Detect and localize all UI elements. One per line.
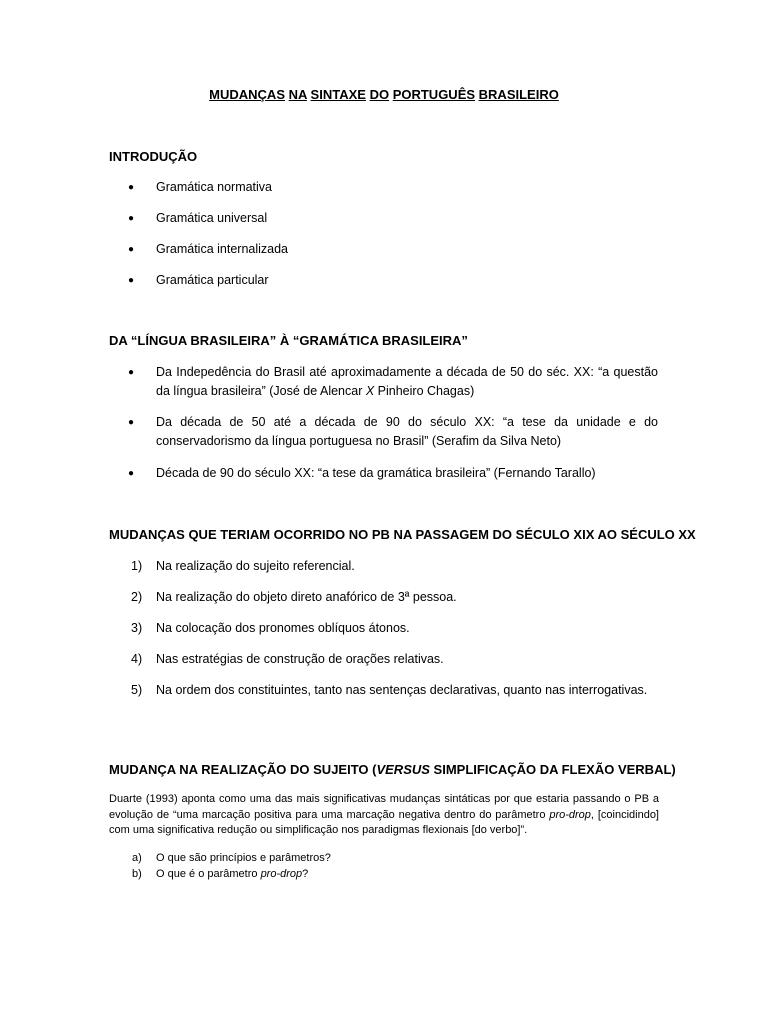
list-item-text: Gramática normativa [156,180,273,194]
bullet-icon: ● [128,417,135,428]
list-item-text: Da década de 50 até a década de 90 do século XX: “a tese da unidade e do conservadorismo da língua portuguesa no Brasil” (Serafim da Silva Neto) [156,415,658,448]
title-word: NA [288,87,307,102]
list-item [128,588,658,607]
list-item [128,681,658,700]
bullet-icon: ● [128,468,135,479]
list-item [128,650,658,669]
list-item [128,178,658,197]
sujeito-heading: MUDANÇA NA REALIZAÇÃO DO SUJEITO (VERSUS SIMPLIFICAÇÃO DA FLEXÃO VERBAL) [109,762,676,777]
question-item [132,867,632,883]
list-item-text: Gramática universal [156,211,268,225]
intro-heading: INTRODUÇÃO [109,149,198,164]
list-item [128,464,658,483]
list-item [128,413,658,451]
question-text: O que são princípios e parâmetros? [156,852,331,864]
list-number: 3) [131,621,143,635]
bullet-icon: ● [128,367,135,378]
bullet-icon: ● [128,275,135,286]
list-item-text: Na colocação dos pronomes oblíquos átonos. [156,621,410,635]
bullet-icon: ● [128,213,135,224]
list-item-text: Na realização do objeto direto anafórico de 3ª pessoa. [156,590,457,604]
sujeito-paragraph: Duarte (1993) aponta como uma das mais significativas mudanças sintáticas por que estaria passando o PB a evolução de “uma marcação positiva para uma marcação negativa dentro do parâmetro pro-drop, [coincidindo] com uma significativa redução ou simplificação nos paradigmas flexionais [do verbo]”. [109,793,659,836]
title-word: PORTUGUÊS [392,87,476,102]
list-number: 1) [131,559,143,573]
title-word: DO [369,87,390,102]
lingua-heading: DA “LÍNGUA BRASILEIRA” À “GRAMÁTICA BRASILEIRA” [109,333,468,348]
list-item-text: Na ordem dos constituintes, tanto nas sentenças declarativas, quanto nas interrogativas. [156,683,648,697]
mudancas-heading: MUDANÇAS QUE TERIAM OCORRIDO NO PB NA PASSAGEM DO SÉCULO XIX AO SÉCULO XX [109,527,696,542]
list-item [128,557,658,576]
list-item [128,209,658,228]
title-word: SINTAXE [310,87,366,102]
document-title [0,87,768,102]
title-word: MUDANÇAS [209,87,285,102]
question-marker: b) [132,868,142,880]
list-item-text: Da Indepedência do Brasil até aproximadamente a década de 50 do séc. XX: “a questão da língua brasileira” (José de Alencar X Pinheiro Chagas) [156,365,658,398]
list-item-text: Década de 90 do século XX: “a tese da gramática brasileira” (Fernando Tarallo) [156,466,596,480]
list-number: 5) [131,683,143,697]
list-item-text: Gramática particular [156,273,269,287]
list-number: 4) [131,652,143,666]
question-marker: a) [132,852,142,864]
bullet-icon: ● [128,244,135,255]
list-item [128,619,658,638]
list-item [128,363,658,401]
question-item [132,851,632,867]
list-item-text: Nas estratégias de construção de orações relativas. [156,652,444,666]
list-number: 2) [131,590,143,604]
bullet-icon: ● [128,182,135,193]
list-item-text: Na realização do sujeito referencial. [156,559,355,573]
list-item [128,240,658,259]
question-text: O que é o parâmetro pro-drop? [156,868,309,880]
list-item-text: Gramática internalizada [156,242,289,256]
title-word: BRASILEIRO [478,87,559,102]
list-item [128,271,658,290]
